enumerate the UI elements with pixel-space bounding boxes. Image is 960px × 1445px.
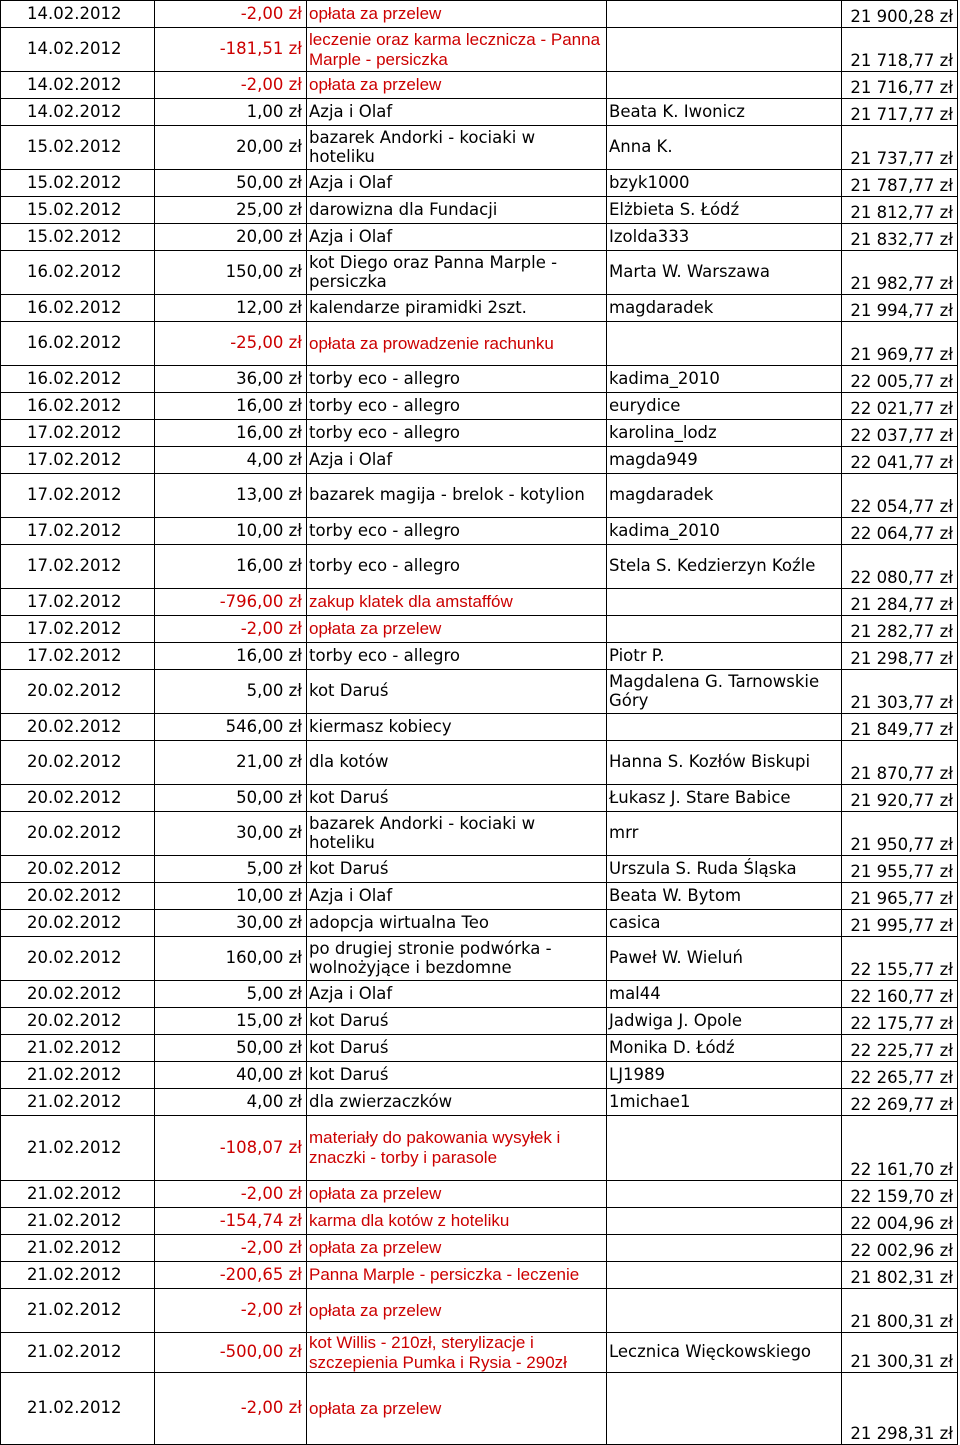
donor-cell (607, 1373, 842, 1445)
date-cell: 16.02.2012 (1, 295, 155, 322)
date-cell: 17.02.2012 (1, 643, 155, 670)
description-cell: bazarek magija - brelok - kotylion (307, 474, 607, 518)
amount-cell: 13,00 zł (155, 474, 307, 518)
balance-cell: 21 995,77 zł (842, 910, 958, 937)
date-cell: 21.02.2012 (1, 1035, 155, 1062)
table-row (1, 856, 958, 883)
balance-cell: 21 849,77 zł (842, 714, 958, 741)
table-row (1, 883, 958, 910)
donor-cell: Izolda333 (607, 224, 842, 251)
table-row (1, 589, 958, 616)
donor-cell: Łukasz J. Stare Babice (607, 785, 842, 812)
donor-cell: kadima_2010 (607, 366, 842, 393)
date-cell: 21.02.2012 (1, 1208, 155, 1235)
balance-cell: 22 041,77 zł (842, 447, 958, 474)
description-cell: kot Daruś (307, 670, 607, 714)
amount-cell: 36,00 zł (155, 366, 307, 393)
date-cell: 16.02.2012 (1, 251, 155, 295)
amount-cell: -500,00 zł (155, 1333, 307, 1373)
balance-cell: 22 005,77 zł (842, 366, 958, 393)
description-cell: torby eco - allegro (307, 643, 607, 670)
table-row (1, 1289, 958, 1333)
date-cell: 16.02.2012 (1, 322, 155, 366)
donor-cell (607, 322, 842, 366)
amount-cell: 16,00 zł (155, 643, 307, 670)
table-row (1, 126, 958, 170)
amount-cell: -2,00 zł (155, 1289, 307, 1333)
balance-cell: 21 920,77 zł (842, 785, 958, 812)
amount-cell: 16,00 zł (155, 393, 307, 420)
amount-cell: 5,00 zł (155, 981, 307, 1008)
donor-cell (607, 1262, 842, 1289)
amount-cell: 10,00 zł (155, 883, 307, 910)
amount-cell: 40,00 zł (155, 1062, 307, 1089)
donor-cell: Anna K. (607, 126, 842, 170)
transactions-body (1, 1, 958, 1445)
amount-cell: -2,00 zł (155, 1, 307, 28)
amount-cell: -2,00 zł (155, 72, 307, 99)
amount-cell: 20,00 zł (155, 126, 307, 170)
table-row (1, 197, 958, 224)
description-cell: adopcja wirtualna Teo (307, 910, 607, 937)
donor-cell: Marta W. Warszawa (607, 251, 842, 295)
balance-cell: 22 002,96 zł (842, 1235, 958, 1262)
table-row (1, 1116, 958, 1181)
table-row (1, 910, 958, 937)
amount-cell: -2,00 zł (155, 616, 307, 643)
description-cell: torby eco - allegro (307, 420, 607, 447)
date-cell: 21.02.2012 (1, 1289, 155, 1333)
description-cell: kalendarze piramidki 2szt. (307, 295, 607, 322)
date-cell: 17.02.2012 (1, 420, 155, 447)
amount-cell: -200,65 zł (155, 1262, 307, 1289)
table-row (1, 393, 958, 420)
description-cell: opłata za prowadzenie rachunku (307, 322, 607, 366)
balance-cell: 21 969,77 zł (842, 322, 958, 366)
donor-cell: LJ1989 (607, 1062, 842, 1089)
description-cell: kiermasz kobiecy (307, 714, 607, 741)
description-cell: zakup klatek dla amstaffów (307, 589, 607, 616)
amount-cell: 50,00 zł (155, 1035, 307, 1062)
amount-cell: 16,00 zł (155, 545, 307, 589)
balance-cell: 21 718,77 zł (842, 28, 958, 72)
amount-cell: 4,00 zł (155, 1089, 307, 1116)
balance-cell: 21 965,77 zł (842, 883, 958, 910)
table-row (1, 1, 958, 28)
description-cell: opłata za przelew (307, 1373, 607, 1445)
donor-cell (607, 1235, 842, 1262)
description-cell: kot Daruś (307, 1062, 607, 1089)
donor-cell: Jadwiga J. Opole (607, 1008, 842, 1035)
balance-cell: 21 298,31 zł (842, 1373, 958, 1445)
donor-cell: bzyk1000 (607, 170, 842, 197)
donor-cell: karolina_lodz (607, 420, 842, 447)
donor-cell: Beata K. Iwonicz (607, 99, 842, 126)
balance-cell: 22 155,77 zł (842, 937, 958, 981)
description-cell: Azja i Olaf (307, 99, 607, 126)
date-cell: 21.02.2012 (1, 1373, 155, 1445)
table-row (1, 616, 958, 643)
donor-cell: Stela S. Kedzierzyn Koźle (607, 545, 842, 589)
description-cell: bazarek Andorki - kociaki w hoteliku (307, 812, 607, 856)
table-row (1, 295, 958, 322)
donor-cell (607, 72, 842, 99)
balance-cell: 22 004,96 zł (842, 1208, 958, 1235)
donor-cell (607, 714, 842, 741)
balance-cell: 21 282,77 zł (842, 616, 958, 643)
amount-cell: -2,00 zł (155, 1181, 307, 1208)
description-cell: kot Daruś (307, 1008, 607, 1035)
donor-cell: casica (607, 910, 842, 937)
description-cell: torby eco - allegro (307, 366, 607, 393)
donor-cell: Paweł W. Wieluń (607, 937, 842, 981)
table-row (1, 1262, 958, 1289)
table-row (1, 741, 958, 785)
amount-cell: 30,00 zł (155, 910, 307, 937)
table-row (1, 1035, 958, 1062)
donor-cell: Elżbieta S. Łódź (607, 197, 842, 224)
date-cell: 20.02.2012 (1, 981, 155, 1008)
balance-cell: 21 800,31 zł (842, 1289, 958, 1333)
date-cell: 20.02.2012 (1, 812, 155, 856)
table-row (1, 1062, 958, 1089)
balance-cell: 21 298,77 zł (842, 643, 958, 670)
date-cell: 21.02.2012 (1, 1181, 155, 1208)
balance-cell: 21 717,77 zł (842, 99, 958, 126)
date-cell: 20.02.2012 (1, 937, 155, 981)
balance-cell: 21 812,77 zł (842, 197, 958, 224)
amount-cell: 4,00 zł (155, 447, 307, 474)
date-cell: 14.02.2012 (1, 99, 155, 126)
donor-cell: Magdalena G. Tarnowskie Góry (607, 670, 842, 714)
balance-cell: 22 225,77 zł (842, 1035, 958, 1062)
balance-cell: 22 021,77 zł (842, 393, 958, 420)
amount-cell: 21,00 zł (155, 741, 307, 785)
date-cell: 20.02.2012 (1, 741, 155, 785)
table-row (1, 322, 958, 366)
date-cell: 21.02.2012 (1, 1116, 155, 1181)
table-row (1, 714, 958, 741)
donor-cell: kadima_2010 (607, 518, 842, 545)
description-cell: torby eco - allegro (307, 545, 607, 589)
amount-cell: 30,00 zł (155, 812, 307, 856)
balance-cell: 21 303,77 zł (842, 670, 958, 714)
donor-cell: Hanna S. Kozłów Biskupi (607, 741, 842, 785)
donor-cell: mal44 (607, 981, 842, 1008)
date-cell: 17.02.2012 (1, 545, 155, 589)
balance-cell: 21 787,77 zł (842, 170, 958, 197)
date-cell: 14.02.2012 (1, 1, 155, 28)
date-cell: 17.02.2012 (1, 447, 155, 474)
donor-cell: Beata W. Bytom (607, 883, 842, 910)
date-cell: 20.02.2012 (1, 1008, 155, 1035)
donor-cell (607, 589, 842, 616)
balance-cell: 21 284,77 zł (842, 589, 958, 616)
description-cell: opłata za przelew (307, 1181, 607, 1208)
date-cell: 21.02.2012 (1, 1262, 155, 1289)
balance-cell: 21 955,77 zł (842, 856, 958, 883)
date-cell: 17.02.2012 (1, 616, 155, 643)
balance-cell: 22 175,77 zł (842, 1008, 958, 1035)
date-cell: 17.02.2012 (1, 474, 155, 518)
donor-cell (607, 1116, 842, 1181)
balance-cell: 22 160,77 zł (842, 981, 958, 1008)
date-cell: 14.02.2012 (1, 28, 155, 72)
balance-cell: 21 832,77 zł (842, 224, 958, 251)
table-row (1, 1089, 958, 1116)
amount-cell: 5,00 zł (155, 670, 307, 714)
table-row (1, 1208, 958, 1235)
description-cell: dla zwierzaczków (307, 1089, 607, 1116)
date-cell: 14.02.2012 (1, 72, 155, 99)
description-cell: kot Willis - 210zł, sterylizacje i szczepienia Pumka i Rysia - 290zł (307, 1333, 607, 1373)
date-cell: 20.02.2012 (1, 856, 155, 883)
donor-cell: Monika D. Łódź (607, 1035, 842, 1062)
amount-cell: 150,00 zł (155, 251, 307, 295)
balance-cell: 22 269,77 zł (842, 1089, 958, 1116)
date-cell: 15.02.2012 (1, 197, 155, 224)
balance-cell: 21 982,77 zł (842, 251, 958, 295)
date-cell: 15.02.2012 (1, 126, 155, 170)
description-cell: kot Diego oraz Panna Marple - persiczka (307, 251, 607, 295)
date-cell: 20.02.2012 (1, 670, 155, 714)
balance-cell: 22 037,77 zł (842, 420, 958, 447)
table-row (1, 643, 958, 670)
balance-cell: 22 161,70 zł (842, 1116, 958, 1181)
date-cell: 21.02.2012 (1, 1235, 155, 1262)
donor-cell: Lecznica Więckowskiego (607, 1333, 842, 1373)
date-cell: 15.02.2012 (1, 224, 155, 251)
description-cell: opłata za przelew (307, 1289, 607, 1333)
balance-cell: 22 064,77 zł (842, 518, 958, 545)
description-cell: leczenie oraz karma lecznicza - Panna Marple - persiczka (307, 28, 607, 72)
balance-cell: 22 265,77 zł (842, 1062, 958, 1089)
date-cell: 20.02.2012 (1, 910, 155, 937)
donor-cell: mrr (607, 812, 842, 856)
donor-cell (607, 1181, 842, 1208)
balance-cell: 21 737,77 zł (842, 126, 958, 170)
balance-cell: 21 300,31 zł (842, 1333, 958, 1373)
amount-cell: -108,07 zł (155, 1116, 307, 1181)
date-cell: 20.02.2012 (1, 883, 155, 910)
table-row (1, 170, 958, 197)
amount-cell: -2,00 zł (155, 1373, 307, 1445)
date-cell: 21.02.2012 (1, 1089, 155, 1116)
amount-cell: 160,00 zł (155, 937, 307, 981)
table-row (1, 99, 958, 126)
donor-cell (607, 616, 842, 643)
table-row (1, 518, 958, 545)
description-cell: opłata za przelew (307, 1235, 607, 1262)
donor-cell: magdaradek (607, 295, 842, 322)
date-cell: 21.02.2012 (1, 1062, 155, 1089)
description-cell: po drugiej stronie podwórka - wolnożyjące i bezdomne (307, 937, 607, 981)
description-cell: opłata za przelew (307, 72, 607, 99)
description-cell: dla kotów (307, 741, 607, 785)
balance-cell: 21 802,31 zł (842, 1262, 958, 1289)
date-cell: 17.02.2012 (1, 589, 155, 616)
description-cell: Azja i Olaf (307, 981, 607, 1008)
date-cell: 20.02.2012 (1, 714, 155, 741)
table-row (1, 1235, 958, 1262)
balance-cell: 21 900,28 zł (842, 1, 958, 28)
table-row (1, 785, 958, 812)
table-row (1, 251, 958, 295)
description-cell: Azja i Olaf (307, 224, 607, 251)
description-cell: karma dla kotów z hoteliku (307, 1208, 607, 1235)
table-row (1, 420, 958, 447)
description-cell: Azja i Olaf (307, 883, 607, 910)
description-cell: opłata za przelew (307, 1, 607, 28)
table-row (1, 545, 958, 589)
donor-cell: magda949 (607, 447, 842, 474)
table-row (1, 1333, 958, 1373)
amount-cell: 15,00 zł (155, 1008, 307, 1035)
table-row (1, 937, 958, 981)
description-cell: torby eco - allegro (307, 518, 607, 545)
balance-cell: 22 159,70 zł (842, 1181, 958, 1208)
amount-cell: -154,74 zł (155, 1208, 307, 1235)
donor-cell (607, 28, 842, 72)
date-cell: 21.02.2012 (1, 1333, 155, 1373)
amount-cell: 12,00 zł (155, 295, 307, 322)
amount-cell: 10,00 zł (155, 518, 307, 545)
balance-cell: 21 994,77 zł (842, 295, 958, 322)
description-cell: materiały do pakowania wysyłek i znaczki - torby i parasole (307, 1116, 607, 1181)
amount-cell: -2,00 zł (155, 1235, 307, 1262)
balance-cell: 21 950,77 zł (842, 812, 958, 856)
donor-cell: Piotr P. (607, 643, 842, 670)
description-cell: bazarek Andorki - kociaki w hoteliku (307, 126, 607, 170)
date-cell: 15.02.2012 (1, 170, 155, 197)
amount-cell: 50,00 zł (155, 170, 307, 197)
table-row (1, 224, 958, 251)
table-row (1, 1373, 958, 1445)
table-row (1, 72, 958, 99)
date-cell: 16.02.2012 (1, 393, 155, 420)
amount-cell: -25,00 zł (155, 322, 307, 366)
table-row (1, 1008, 958, 1035)
amount-cell: 20,00 zł (155, 224, 307, 251)
date-cell: 20.02.2012 (1, 785, 155, 812)
donor-cell: magdaradek (607, 474, 842, 518)
table-row (1, 981, 958, 1008)
donor-cell (607, 1289, 842, 1333)
balance-cell: 22 054,77 zł (842, 474, 958, 518)
amount-cell: 50,00 zł (155, 785, 307, 812)
description-cell: Azja i Olaf (307, 447, 607, 474)
amount-cell: 1,00 zł (155, 99, 307, 126)
description-cell: Azja i Olaf (307, 170, 607, 197)
description-cell: kot Daruś (307, 1035, 607, 1062)
amount-cell: 25,00 zł (155, 197, 307, 224)
description-cell: darowizna dla Fundacji (307, 197, 607, 224)
balance-cell: 21 870,77 zł (842, 741, 958, 785)
donor-cell: Urszula S. Ruda Śląska (607, 856, 842, 883)
donor-cell: eurydice (607, 393, 842, 420)
amount-cell: 5,00 zł (155, 856, 307, 883)
donor-cell (607, 1, 842, 28)
amount-cell: 546,00 zł (155, 714, 307, 741)
table-row (1, 447, 958, 474)
amount-cell: -181,51 zł (155, 28, 307, 72)
table-row (1, 670, 958, 714)
date-cell: 17.02.2012 (1, 518, 155, 545)
description-cell: opłata za przelew (307, 616, 607, 643)
description-cell: kot Daruś (307, 856, 607, 883)
description-cell: Panna Marple - persiczka - leczenie (307, 1262, 607, 1289)
table-row (1, 366, 958, 393)
table-row (1, 1181, 958, 1208)
table-row (1, 28, 958, 72)
table-row (1, 474, 958, 518)
description-cell: torby eco - allegro (307, 393, 607, 420)
amount-cell: -796,00 zł (155, 589, 307, 616)
balance-cell: 21 716,77 zł (842, 72, 958, 99)
amount-cell: 16,00 zł (155, 420, 307, 447)
balance-cell: 22 080,77 zł (842, 545, 958, 589)
date-cell: 16.02.2012 (1, 366, 155, 393)
donor-cell: 1michae1 (607, 1089, 842, 1116)
table-row (1, 812, 958, 856)
description-cell: kot Daruś (307, 785, 607, 812)
donor-cell (607, 1208, 842, 1235)
